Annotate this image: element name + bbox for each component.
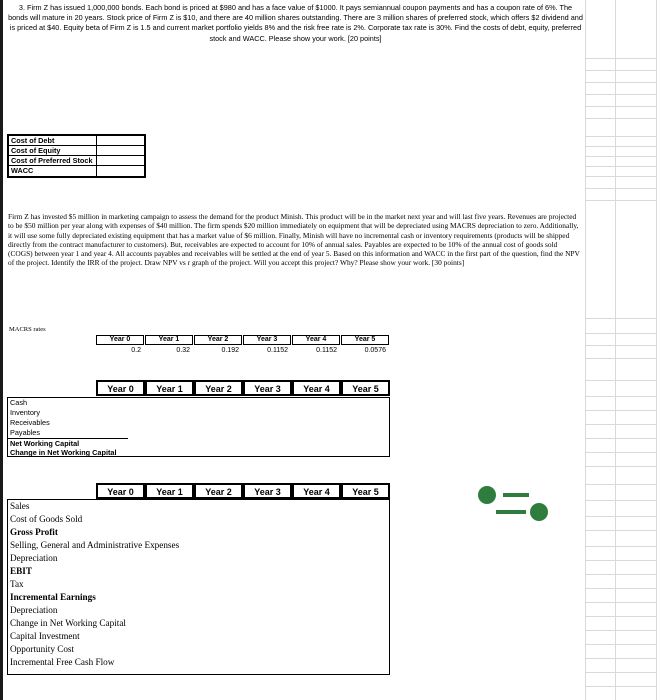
income-row-label: Cost of Goods Sold: [10, 514, 83, 524]
nwc-table: [7, 397, 390, 457]
macrs-table: [96, 335, 389, 359]
macrs-rate: 0.0576: [364, 347, 386, 354]
nwc-row-label: Net Working Capital: [8, 438, 128, 448]
nwc-year-header: Year 0: [96, 380, 145, 396]
cost-row-label: Cost of Equity: [9, 146, 97, 156]
nwc-year-header: Year 5: [341, 380, 390, 396]
macrs-rate: 0.1152: [316, 347, 337, 354]
income-year-header: Year 4: [292, 483, 341, 499]
cost-row-label: WACC: [9, 166, 97, 176]
income-year-header: Year 0: [96, 483, 145, 499]
income-row-label: Depreciation: [10, 605, 58, 615]
income-row-label: Change in Net Working Capital: [10, 618, 126, 628]
cost-value-cell[interactable]: [97, 156, 144, 166]
nwc-year-header: Year 2: [194, 380, 243, 396]
income-year-header: Year 5: [341, 483, 390, 499]
income-row-label: Capital Investment: [10, 631, 80, 641]
income-row-label: Incremental Earnings: [10, 592, 96, 602]
income-table: [7, 499, 390, 675]
income-row-label: Depreciation: [10, 553, 58, 563]
question-3-text: 3. Firm Z has issued 1,000,000 bonds. Each bond is priced at $980 and has a face value of $1000. It pays semiannual coupon payments and has a coupon rate of 6%. The bonds will mature in 20 years. Stock price of Firm Z is $10, and there are 40 million shares outstanding. There are 3 million shares of preferred stock, which offers $2 dividend and is priced at $40. Equity beta of Firm Z is 1.5 and current market portfolio yields 8% and the risk free rate is 2%. Corporate tax rate is 30%. Find the costs of debt, equity, preferred stock and WACC. Please show your work. [20 points]: [8, 3, 583, 43]
question-4-text: Firm Z has invested $5 million in marketing campaign to assess the demand for the product Minish. This product will be in the market next year and will last five years. Revenues are projected to be $50 million per year along with expenses of $40 million. The firm spends $20 million immediately on equipment that will be depreciated using MACRS depreciation to zero. Additionally, it will use some fully depreciated existing equipment that has a market value of $6 million. Finally, Minish will have no incremental cash or inventory requirements (products will be shipped directly from the contract manufacturer to customers). But, receivables are expected to account for 10% of annual sales. Payables are expected to be 10% of the annual cost of goods sold (COGS) between year 1 and year 4. All accounts payables and receivables will be settled at the end of year 5. Based on this information and WACC in the first part of the question, find the NPV of the project. Identify the IRR of the project. Draw NPV vs r graph of the project. Will you accept this project? Why? Please show your work. [30 points]: [8, 212, 580, 268]
macrs-rate: 0.32: [176, 347, 190, 354]
income-year-header: Year 3: [243, 483, 292, 499]
nwc-year-header: Year 1: [145, 380, 194, 396]
income-year-header: Year 1: [145, 483, 194, 499]
income-row-label: Sales: [10, 501, 30, 511]
sheet-left-border: [0, 0, 3, 700]
income-row-label: Gross Profit: [10, 527, 58, 537]
macrs-label: MACRS rates: [9, 326, 46, 333]
income-row-label: Selling, General and Administrative Expenses: [10, 540, 180, 550]
slider-toggle-icon[interactable]: [476, 484, 550, 524]
macrs-rate: 0.192: [221, 347, 239, 354]
income-row-label: EBIT: [10, 566, 32, 576]
empty-grid-area: [585, 0, 657, 700]
macrs-year-header: Year 2: [194, 335, 242, 345]
cost-value-cell[interactable]: [97, 146, 144, 156]
nwc-row-label: Cash: [10, 398, 28, 407]
cost-table: [7, 134, 146, 178]
cost-row-label: Cost of Debt: [9, 136, 97, 146]
macrs-year-header: Year 5: [341, 335, 389, 345]
cost-value-cell[interactable]: [97, 136, 144, 146]
macrs-year-header: Year 0: [96, 335, 144, 345]
nwc-year-header: Year 3: [243, 380, 292, 396]
macrs-year-header: Year 4: [292, 335, 340, 345]
income-row-label: Tax: [10, 579, 24, 589]
cost-row-label: Cost of Preferred Stock: [9, 156, 97, 166]
cost-value-cell[interactable]: [97, 166, 144, 176]
nwc-row-label: Payables: [10, 428, 41, 437]
income-year-header: Year 2: [194, 483, 243, 499]
macrs-rate: 0.2: [131, 347, 141, 354]
income-row-label: Opportunity Cost: [10, 644, 75, 654]
nwc-year-header: Year 4: [292, 380, 341, 396]
macrs-year-header: Year 3: [243, 335, 291, 345]
toggle-knob-top: [478, 486, 496, 504]
macrs-year-header: Year 1: [145, 335, 193, 345]
macrs-rate: 0.1152: [267, 347, 288, 354]
nwc-row-label: Change in Net Working Capital: [10, 448, 117, 457]
income-row-label: Incremental Free Cash Flow: [10, 657, 115, 667]
toggle-knob-bottom: [530, 503, 548, 521]
nwc-row-label: Receivables: [10, 418, 50, 427]
income-header-row: [96, 483, 390, 499]
nwc-row-label: Inventory: [10, 408, 41, 417]
nwc-header-row: [96, 380, 390, 396]
toggle-bar-bottom: [496, 510, 526, 514]
toggle-bar-top: [503, 493, 529, 497]
